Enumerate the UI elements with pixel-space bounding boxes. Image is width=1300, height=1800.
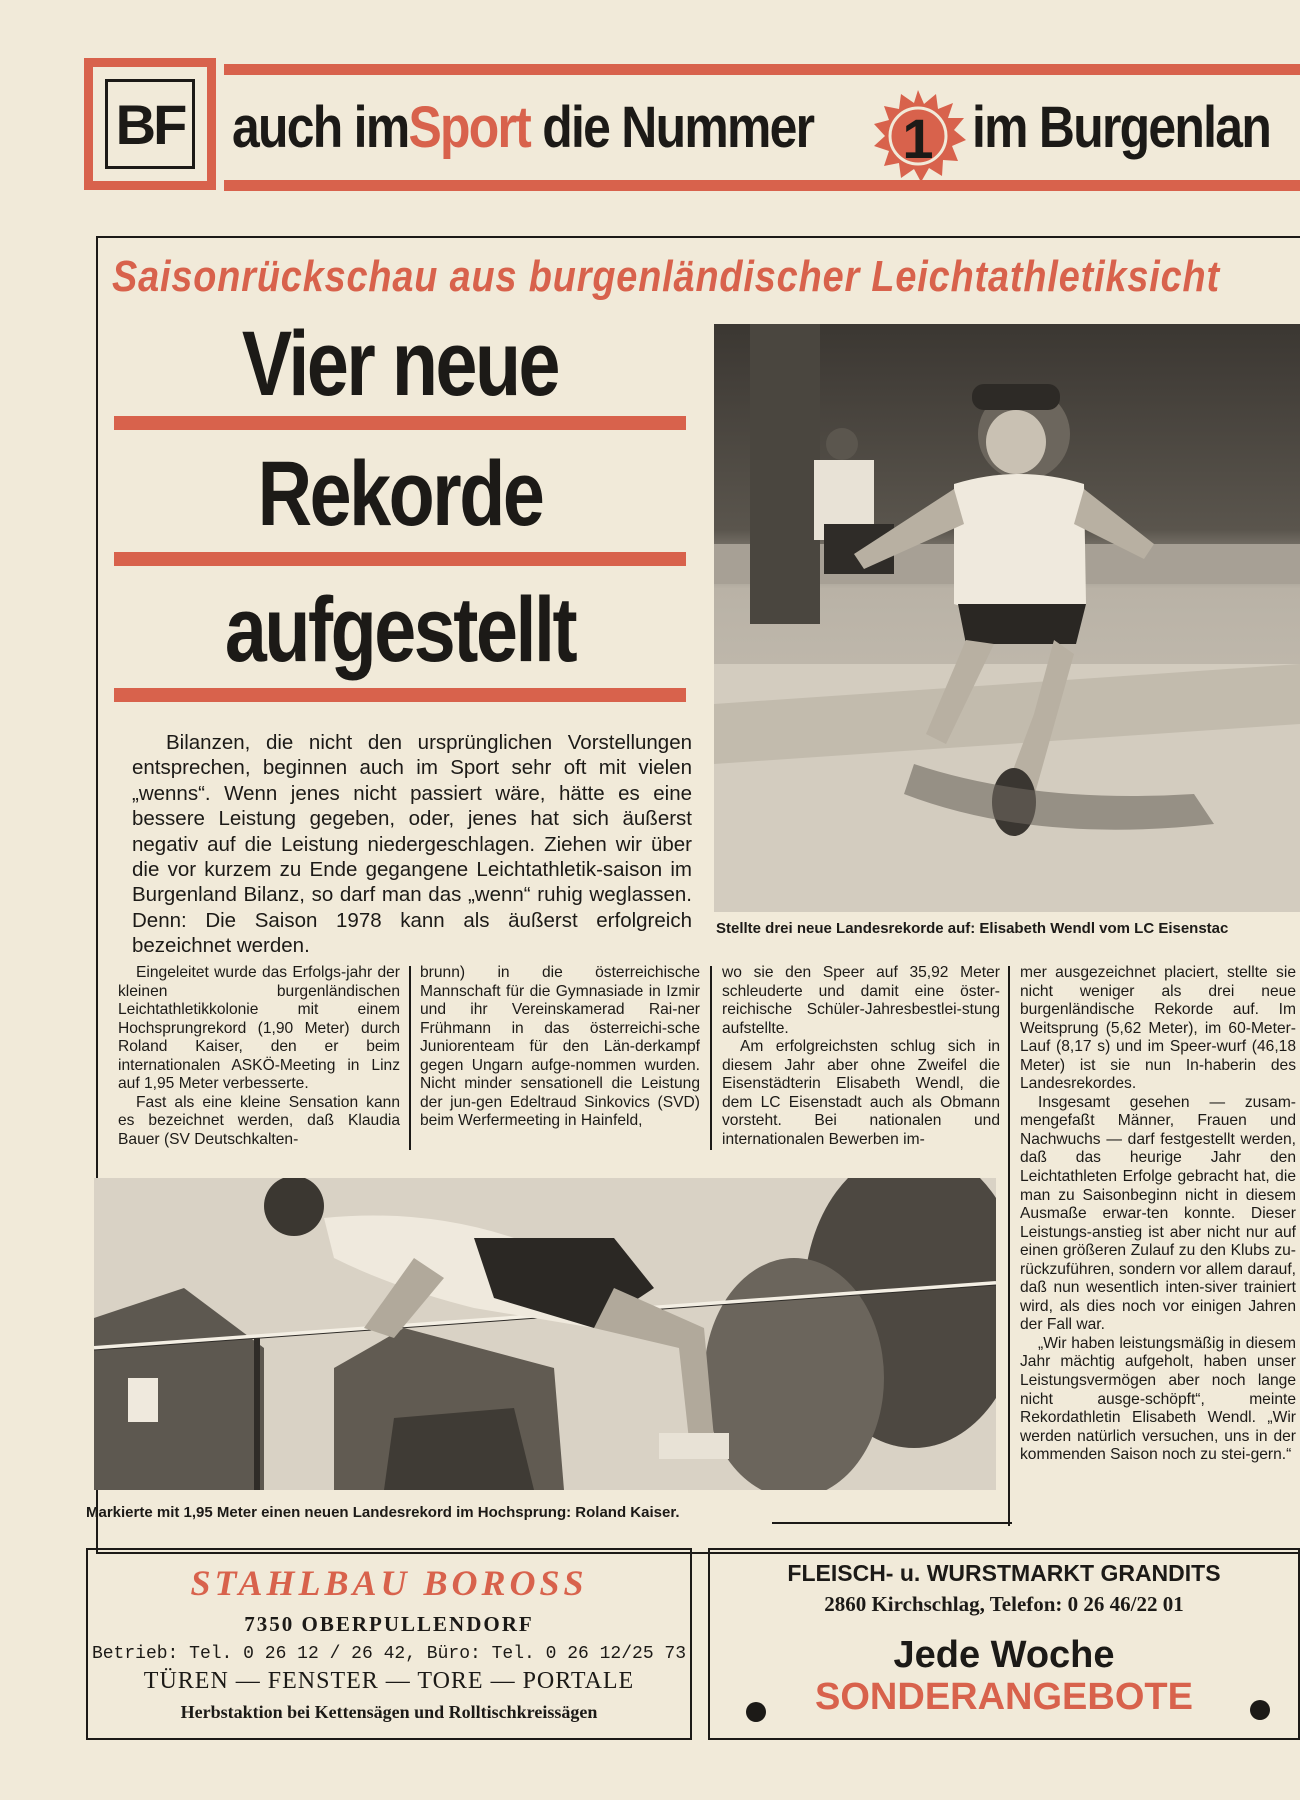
ad-left-products: TÜREN — FENSTER — TORE — PORTALE	[143, 1668, 635, 1694]
article-kicker: Saisonrückschau aus burgenländischer Leichtathletiksicht	[112, 252, 1221, 301]
bf-logo-text: BF	[105, 79, 195, 169]
ad-left-city: 7350 OBERPULLENDORF	[244, 1612, 534, 1636]
headline-rule-1	[114, 416, 686, 430]
bullet-icon	[1250, 1700, 1270, 1720]
slogan-sport: Sport	[408, 95, 531, 160]
badge-number: 1	[902, 107, 934, 170]
ad-left-company: STAHLBAU BOROSS	[190, 1563, 588, 1603]
slogan-part2: die Nummer	[542, 95, 814, 160]
photo-high-jump	[94, 1178, 996, 1490]
high-jump-photo-image	[94, 1178, 996, 1490]
column-4-paragraph-2: Insgesamt gesehen — zusam-mengefaßt Männer, Frauen und Nachwuchs — darf festgestellt werden, daß das heurige Jahr den Leichtathleten Erfolge gebracht hat, die man zu Saisonbeginn nicht in diesem Ausmaße erwar-ten konnte. Dieser Leistungs-anstieg ist aber nicht nur auf einen größeren Zulauf zu den Klubs zu-rückzuführen, sondern vor allem darauf, daß nun wesentlich inten-siver trainiert wird, als dies noch vor einigen Jahren der Fall war.	[1020, 1093, 1296, 1334]
ad-stahlbau-boross	[86, 1548, 692, 1740]
bf-logo	[84, 58, 216, 190]
column-2	[420, 964, 700, 1131]
column-rule-1	[409, 966, 411, 1150]
masthead-rule-bottom	[224, 180, 1300, 191]
ad-left-promo: Herbstaktion bei Kettensägen und Rolltischkreissägen	[180, 1702, 598, 1722]
ad-right-line2: SONDERANGEBOTE	[815, 1676, 1193, 1718]
column-4-paragraph-1: mer ausgezeichnet placiert, stellte sie nicht weniger als drei neue burgenländische Rekorde auf. Im Weitsprung (5,62 Meter), im 60-Meter-Lauf (8,17 s) und im Speer-wurf (46,18 Meter) ist sie nun In-haberin des Landesrekordes.	[1020, 964, 1296, 1093]
caption-photo-1: Stellte drei neue Landesrekorde auf: Elisabeth Wendl vom LC Eisenstac	[716, 920, 1229, 937]
headline-line-2: Rekorde	[257, 443, 543, 545]
caption-photo-2-underline	[772, 1522, 1012, 1524]
ad-right-address: 2860 Kirchschlag, Telefon: 0 26 46/22 01	[824, 1592, 1184, 1616]
number-one-badge	[870, 88, 966, 184]
column-4	[1020, 964, 1296, 1465]
column-1	[118, 964, 400, 1149]
ad-right-line1: Jede Woche	[893, 1634, 1115, 1676]
masthead-slogan	[232, 94, 813, 161]
masthead-rule-top	[224, 64, 1300, 75]
column-1-paragraph-1: Eingeleitet wurde das Erfolgs-jahr der kleinen burgenländischen Leichtathletikkolonie mit einem Hochsprungrekord (1,90 Meter) durch Roland Kaiser, den er beim internationalen ASKÖ-Meeting in Linz auf 1,95 Meter verbesserte.	[118, 964, 400, 1093]
column-4-paragraph-3: „Wir haben leistungsmäßig in diesem Jahr mächtig aufgeholt, haben unser Leistungsvermögen aber noch lange nicht ausge-schöpft“, meinte Rekordathletin Elisabeth Wendl. „Wir werden natürlich versuchen, uns in der kommenden Saison noch zu stei-gern.“	[1020, 1334, 1296, 1464]
column-3-paragraph-2: Am erfolgreichsten schlug sich in diesem Jahr aber ohne Zweifel die Eisenstädterin Elisabeth Wendl, die dem LC Eisenstadt auch als Obmann vorsteht. Bei nationalen und internationalen Bewerben im-	[722, 1038, 1000, 1148]
headline-line-1: Vier neue	[241, 313, 559, 415]
long-jump-photo-image	[714, 324, 1300, 912]
column-1-paragraph-2: Fast als eine kleine Sensation kann es bezeichnet werden, daß Klaudia Bauer (SV Deutschkalten-	[118, 1093, 400, 1148]
caption-photo-2: Markierte mit 1,95 Meter einen neuen Landesrekord im Hochsprung: Roland Kaiser.	[86, 1504, 680, 1521]
slogan-part3: im Burgenlan	[972, 95, 1271, 160]
lead-paragraph: Bilanzen, die nicht den ursprünglichen Vorstellungen entsprechen, beginnen auch im Sport sehr oft mit vielen „wenns“. Wenn jenes nicht passiert wäre, hätte es eine bessere Leistung gegeben, oder, jenes hat sich äußerst negativ auf die Leistung niedergeschlagen. Ziehen wir über die vor kurzem zu Ende gegangene Leichtathletik-saison im Burgenland Bilanz, so darf man das „wenn“ ruhig weglassen. Denn: Die Saison 1978 kann als äußerst erfolgreich bezeichnet werden.	[132, 731, 692, 958]
slogan-part1: auch im	[232, 95, 409, 160]
ad-right-company: FLEISCH- u. WURSTMARKT GRANDITS	[787, 1560, 1221, 1586]
column-rule-3	[1008, 966, 1010, 1526]
headline-line-3: aufgestellt	[224, 579, 576, 681]
ad-grandits	[708, 1548, 1300, 1740]
column-rule-2	[710, 966, 712, 1150]
bullet-icon	[746, 1702, 766, 1722]
article-lead	[132, 730, 692, 959]
column-3-paragraph-1: wo sie den Speer auf 35,92 Meter schleuderte und damit eine öster-reichische Schüler-Jahresbestlei-stung aufstellte.	[722, 964, 1000, 1037]
headline-rule-3	[114, 688, 686, 702]
masthead-slogan-end	[972, 94, 1270, 161]
column-2-paragraph-1: brunn) in die österreichische Mannschaft für die Gymnasiade in Izmir und ihr Vereinskamerad Rai-ner Frühmann in das österreichi-sche Juniorenteam für den Län-derkampf gegen Ungarn aufge-nommen wurden. Nicht minder sensationell die Leistung der jun-gen Edeltraud Sinkovics (SVD) beim Werfermeeting in Hainfeld,	[420, 964, 700, 1130]
headline-rule-2	[114, 552, 686, 566]
column-3	[722, 964, 1000, 1149]
photo-long-jump	[714, 324, 1300, 912]
ad-left-phones: Betrieb: Tel. 0 26 12 / 26 42, Büro: Tel. 0 26 12/25 73	[91, 1644, 687, 1664]
